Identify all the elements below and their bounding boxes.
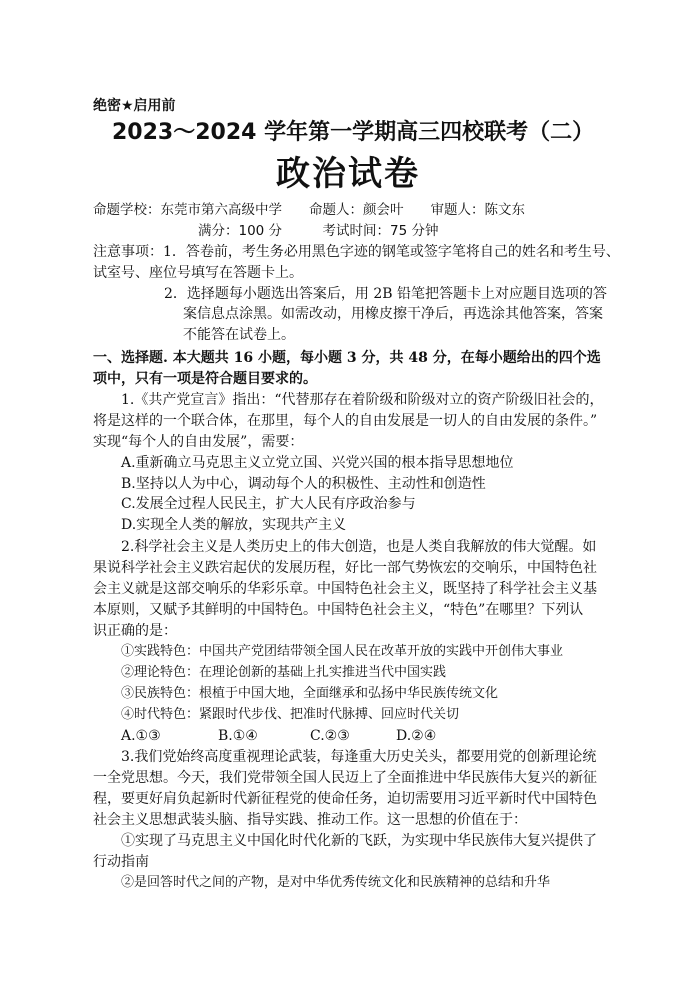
- q2-option-d: D.②④: [396, 728, 437, 744]
- q2-option-c: C.②③: [310, 728, 350, 744]
- q2-item-2: ②理论特色：在理论创新的基础上扎实推进当代中国实践: [121, 665, 447, 680]
- q2-item-4: ④时代特色：紧跟时代步伐、把准时代脉搏、回应时代关切: [121, 707, 460, 722]
- q1-option-a: A.重新确立马克思主义立党立国、兴党兴国的根本指导思想地位: [121, 455, 514, 471]
- q3-item-1a: ①实现了马克思主义中国化时代化新的飞跃，为实现中华民族伟大复兴提供了: [121, 833, 597, 849]
- section-heading-1: 一、选择题. 本大题共 16 小题，每小题 3 分，共 48 分，在每小题给出的四个选: [93, 350, 601, 366]
- q3-stem-1: 3.我们党始终高度重视理论武装，每逢重大历史关头，都要用党的创新理论统: [121, 749, 597, 765]
- q3-stem-4: 社会主义思想武装头脑、指导实践、推动工作。这一思想的价值在于：: [93, 812, 527, 828]
- q2-stem-1: 2.科学社会主义是人类历史上的伟大创造，也是人类自我解放的伟大觉醒。如: [121, 539, 597, 555]
- q2-stem-2: 果说科学社会主义跌宕起伏的发展历程，好比一部气势恢宏的交响乐，中国特色社: [93, 560, 597, 576]
- q2-option-a: A.①③: [121, 728, 161, 744]
- subject-title: 政治试卷: [276, 154, 420, 194]
- exam-title: 2023～2024 学年第一学期高三四校联考（二）: [112, 120, 595, 145]
- q3-item-1b: 行动指南: [93, 854, 149, 870]
- secret-mark: 绝密★启用前: [93, 98, 176, 114]
- section-heading-2: 项中，只有一项是符合题目要求的。: [93, 371, 317, 387]
- q2-stem-5: 识正确的是：: [93, 623, 177, 639]
- q2-stem-4: 本原则，又赋予其鲜明的中国特色。中国特色社会主义，“特色”在哪里？下列认: [93, 602, 584, 618]
- q2-item-3: ③民族特色：根植于中国大地，全面继承和弘扬中华民族传统文化: [121, 686, 499, 701]
- notes-line-4: 案信息点涂黑。如需改动，用橡皮擦干净后，再选涂其他答案，答案: [183, 306, 603, 322]
- notes-line-3: 2．选择题每小题选出答案后，用 2B 铅笔把答题卡上对应题目选项的答: [164, 286, 608, 302]
- q3-item-2: ②是回答时代之间的产物，是对中华优秀传统文化和民族精神的总结和升华: [121, 875, 551, 890]
- notes-line-1: 注意事项：1．答卷前，考生务必用黑色字迹的钢笔或签字笔将自己的姓名和考生号、: [93, 244, 620, 260]
- q2-stem-3: 会主义就是这部交响乐的华彩乐章。中国特色社会主义，既坚持了科学社会主义基: [93, 581, 597, 597]
- q3-stem-3: 程，要更好肩负起新时代新征程党的使命任务，迫切需要用习近平新时代中国特色: [93, 791, 597, 807]
- q2-option-b: B.①④: [218, 728, 258, 744]
- q1-option-b: B.坚持以人为中心，调动每个人的积极性、主动性和创造性: [121, 476, 486, 492]
- q2-item-1: ①实践特色：中国共产党团结带领全国人民在改革开放的实践中开创伟大事业: [121, 644, 564, 659]
- notes-line-2: 试室号、座位号填写在答题卡上。: [93, 265, 303, 281]
- q1-stem-2: 将是这样的一个联合体，在那里，每个人的自由发展是一切人的自由发展的条件。”: [93, 413, 598, 429]
- score-time-line: 满分：100 分 考试时间：75 分钟: [198, 223, 439, 239]
- authors-line: 命题学校：东莞市第六高级中学 命题人：颜会叶 审题人：陈文东: [93, 202, 525, 218]
- q3-stem-2: 一全党思想。今天，我们党带领全国人民迈上了全面推进中华民族伟大复兴的新征: [93, 770, 597, 786]
- q1-stem-3: 实现“每个人的自由发展”，需要：: [93, 434, 304, 450]
- notes-line-5: 不能答在试卷上。: [183, 327, 295, 343]
- q1-stem-1: 1.《共产党宣言》指出：“代替那存在着阶级和阶级对立的资产阶级旧社会的，: [121, 392, 604, 408]
- q1-option-d: D.实现全人类的解放，实现共产主义: [121, 517, 347, 533]
- q1-option-c: C.发展全过程人民民主，扩大人民有序政治参与: [121, 496, 416, 512]
